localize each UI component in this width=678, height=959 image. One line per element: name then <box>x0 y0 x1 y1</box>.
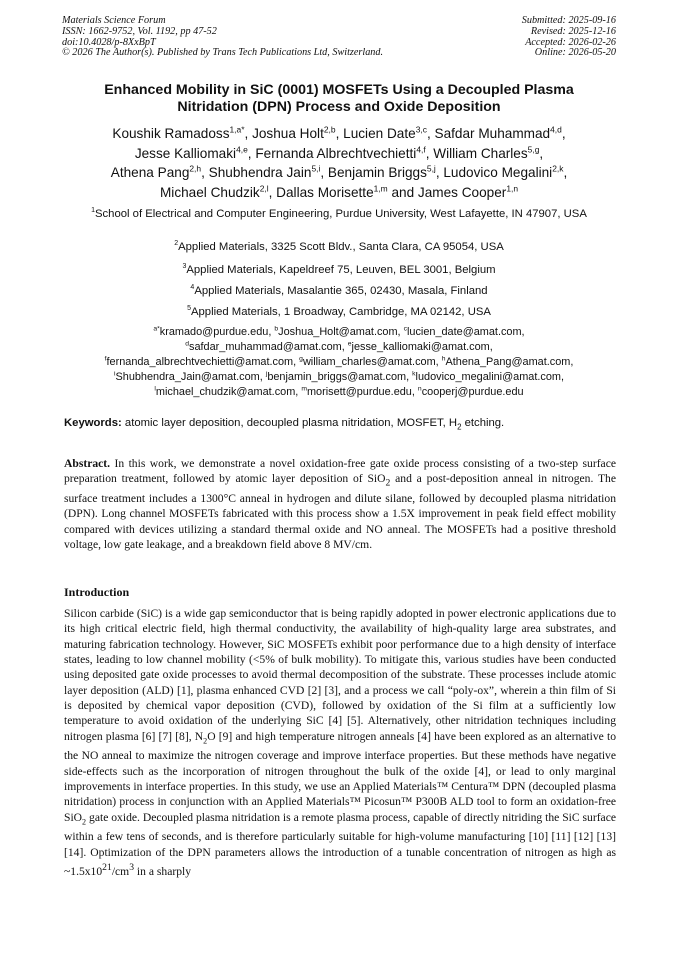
author: Athena Pang$^{2,h}$, <box>110 163 209 180</box>
author: Shubhendra Jain$^{5,i}$, <box>208 163 328 180</box>
author: James Cooper$^{1,n}$ <box>417 182 519 200</box>
affiliation: $^1$School of Electrical and Computer Engineering, Purdue University, West Lafayette, IN 47907, USA <box>91 207 587 220</box>
email-link[interactable]: $^d$safdar_muhammad@amat.com, <box>185 340 348 353</box>
issn: ISSN: 1662-9752, Vol. 1192, pp 47-52 <box>62 25 217 37</box>
author: Safdar Muhammad$^{4,d}$, <box>434 124 566 141</box>
email-link[interactable]: $^h$Athena_Pang@amat.com, <box>441 355 574 368</box>
email-line <box>55 385 623 400</box>
title-line: Nitridation (DPN) Process and Oxide Deposition <box>177 99 501 115</box>
section-heading-introduction: Introduction <box>64 585 130 599</box>
paper-title <box>50 82 628 116</box>
abstract-label: Abstract. <box>64 457 111 470</box>
author: Michael Chudzik$^{2,l}$, <box>159 182 277 200</box>
author: Ludovico Megalini$^{2,k}$, <box>443 163 568 180</box>
revised-date: Revised: 2025-12-16 <box>530 25 616 37</box>
author: Lucien Date$^{3,c}$, <box>343 124 435 141</box>
author: Joshua Holt$^{2,b}$, <box>252 124 344 141</box>
online-date: Online: 2026-05-20 <box>534 47 616 59</box>
affiliation: $^4$Applied Materials, Masalantie 365, 02430, Masala, Finland <box>190 284 488 297</box>
email-line <box>55 340 623 355</box>
author-list <box>50 124 628 202</box>
author: Jesse Kalliomaki$^{4,e}$, <box>134 143 256 161</box>
email-list <box>55 325 623 400</box>
doi[interactable]: doi:10.4028/p-8XxBpT <box>62 36 156 48</box>
email-line <box>55 370 623 385</box>
journal-header <box>62 16 452 59</box>
email-line <box>55 355 623 370</box>
author: Benjamin Briggs$^{5,j}$, <box>327 163 444 180</box>
email-line <box>55 325 623 340</box>
copyright: © 2026 The Author(s). Published by Trans Tech Publications Ltd, Switzerland. <box>62 47 384 59</box>
title-line: Enhanced Mobility in SiC (0001) MOSFETs Using a Decoupled Plasma <box>104 82 574 98</box>
keywords: Keywords: atomic layer deposition, decoupled plasma nitridation, MOSFET, $H_2$ etching. <box>64 417 505 432</box>
author: Dallas Morisette$^{1,m}$ and <box>276 182 418 200</box>
author: Fernanda Albrechtvechietti$^{4,f}$, <box>255 143 434 161</box>
email-link[interactable]: $^m$morisett@purdue.edu, <box>301 385 418 398</box>
email-link[interactable]: $^i$Shubhendra_Jain@amat.com, <box>114 370 266 383</box>
email-link[interactable]: $^g$william_charles@amat.com, <box>299 355 442 368</box>
affiliation: $^3$Applied Materials, Kapeldreef 75, Leuven, BEL 3001, Belgium <box>182 263 496 276</box>
email-link[interactable]: $^j$benjamin_briggs@amat.com, <box>265 370 413 383</box>
introduction-paragraph: Silicon carbide (SiC) is a wide gap semiconductor that is being rapidly adopted in power electronic applications due to its high critical electric field, high thermal conductivity, the availability of high-quality large area substrates, and maturing fabrication technology. However, SiC MOSFETs exhibit poor performance due to a high density of interface states, leading to low channel mobility (<5% of bulk mobility). To mitigate this, various studies have been conducted using deposited gate oxide processes to avoid thermal decomposition of the substrate. These processes include atomic layer deposition (ALD) [1], plasma enhanced CVD [2] [3], and a process we call “poly-ox”, wherein a thin film of Si is deposited by chemical vapor deposition (CVD), followed by oxidation of the Si film at a sufficiently low temperature to avoid oxidation of the underlying SiC [4] [5]. Alternatively, other nitridation techniques including nitrogen plasma [6] [7] [8], $N_2O$ [9] and high temperature nitrogen anneals [4] have been explored as an alternative to the NO anneal to maximize the nitrogen coverage and improve interface properties. But these methods have negative side-effects such as the incorporation of nitrogen throughout the bulk of the oxide [4], or lead to only marginal improvements in interface properties. In this study, we use an Applied Materials™ Centura™ DPN (decoupled plasma nitridation) process in conjunction with an Applied Materials™ Picosun™ P300B ALD tool to form an oxidation-free SiO$_2$ gate oxide. Decoupled plasma nitridation is a remote plasma process, capable of directly nitriding the SiC surface within a few tens of seconds, and is therefore particularly suitable for high-volume manufacturing [10] [11] [12] [13] [14]. Optimization of the DPN parameters allows the introduction of a tunable concentration of nitrogen as high as $\sim 1.5x10^{21}/cm^3$ in a sharply <box>64 607 616 878</box>
keywords-label: Keywords: <box>64 417 122 429</box>
author: Koushik Ramadoss$^{1,a*}$, <box>112 124 253 141</box>
abstract: Abstract. In this work, we demonstrate a novel oxidation-free gate oxide process consisting of a two-step surface preparation treatment, followed by atomic layer deposition of SiO$_2$ and a post-deposition anneal in nitrogen. The surface treatment includes a 1300°C anneal in hydrogen and dilute silane, followed by decoupled plasma nitridation (DPN). Long channel MOSFETs fabricated with this process show a 1.5X improvement in peak field effect mobility compared with devices utilizing a standard thermal oxide and NO anneal. The MOSFETs had a positive threshold voltage, low gate leakage, and a breakdown field above 8 MV/cm. <box>64 457 616 552</box>
email-link[interactable]: $^{a*}$kramado@purdue.edu, <box>153 325 275 338</box>
affiliation: $^2$Applied Materials, 3325 Scott Bldv., Santa Clara, CA 95054, USA <box>174 240 504 253</box>
email-link[interactable]: $^c$lucien_date@amat.com, <box>403 325 525 338</box>
author: William Charles$^{5,g}$, <box>433 143 544 161</box>
affiliation: $^5$Applied Materials, 1 Broadway, Cambridge, MA 02142, USA <box>187 305 491 318</box>
email-link[interactable]: $^e$jesse_kalliomaki@amat.com, <box>347 340 493 353</box>
email-link[interactable]: $^f$fernanda_albrechtvechietti@amat.com, <box>104 355 300 368</box>
email-link[interactable]: $^n$cooperj@purdue.edu <box>417 385 524 398</box>
accepted-date: Accepted: 2026-02-26 <box>525 36 616 48</box>
submitted-date: Submitted: 2025-09-16 <box>521 15 616 26</box>
email-link[interactable]: $^l$michael_chudzik@amat.com, <box>154 385 302 398</box>
email-link[interactable]: $^b$Joshua_Holt@amat.com, <box>274 325 404 338</box>
dates-header <box>416 16 616 59</box>
journal-name: Materials Science Forum <box>62 15 166 26</box>
email-link[interactable]: $^k$ludovico_megalini@amat.com, <box>412 370 564 383</box>
